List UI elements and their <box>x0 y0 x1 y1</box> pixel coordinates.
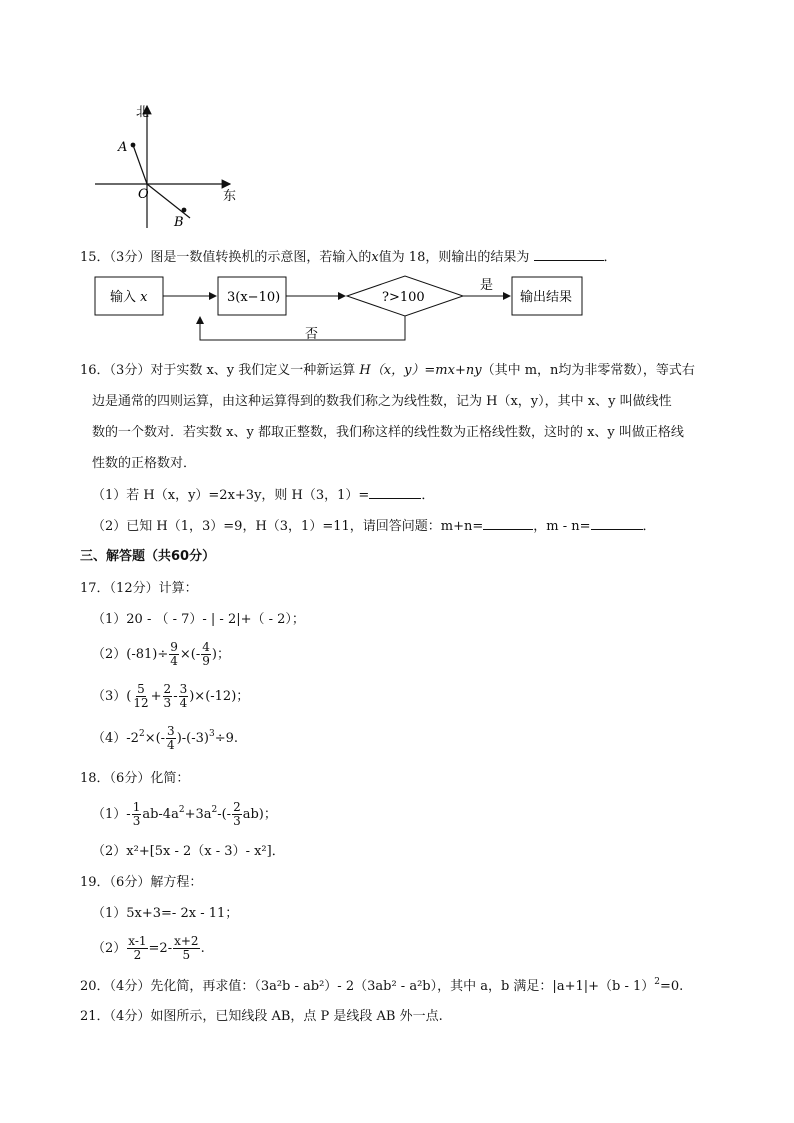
q16-blank-2 <box>483 517 533 530</box>
ray-ob <box>147 184 190 218</box>
label-o: O <box>138 187 149 202</box>
compass-diagram <box>90 100 250 230</box>
q17-sub4: $(4)-2^2\times(-$ $\frac{3}{4}$ )$-(-3)^3\div 9$. <box>92 724 238 752</box>
q16-blank-1 <box>369 486 421 499</box>
section3-heading: 三、解答题（共60分） <box>80 549 216 564</box>
q18-sub1: （1）- $\frac{1}{3}$ $ab-4a^2+3a^2-(-$ $\frac{2}{3}$ ab)； <box>92 800 277 828</box>
q20-text: 20．（4分）先化简，再求值：（3a²b - ab²）- 2（3ab² - a²b），其中 a，b 满足：|a+1|+（b - 1）$^2$=0. <box>80 977 684 994</box>
q16-line2: 边是通常的四则运算，由这种运算得到的数我们称之为线性数，记为 H（x，y），其中 x、y 叫做线性 <box>92 394 672 409</box>
label-north: 北 <box>136 105 150 120</box>
flow-diagram <box>90 270 590 350</box>
point-a <box>131 143 136 148</box>
q16-line4: 性数的正格数对． <box>92 456 197 471</box>
yes-label: 是 <box>480 278 494 293</box>
q16-sub2: （2）已知 H（1，3）=9，H（3，1）=11，请回答问题：m+n= ，m - n= ． <box>92 519 656 534</box>
condition-label: ?>100 <box>382 290 425 305</box>
q15-text: 15．（3分）图是一数值转换机的示意图，若输入的x值为 18，则输出的结果为 ． <box>80 250 617 265</box>
q19-sub2: （2） $\frac{x-1}{2}$ =2- $\frac{x+2}{5}$ . <box>92 934 205 962</box>
q17-sub2: （2）(-81)÷ $\frac{9}{4}$ ×(- $\frac{4}{9}$ )； <box>92 640 230 668</box>
q15-answer-blank <box>534 248 604 261</box>
no-label: 否 <box>305 327 319 342</box>
compute-label: 3(x−10) <box>227 290 281 305</box>
point-b <box>182 208 187 213</box>
q16-line1: 16．（3分）对于实数 x、y 我们定义一种新运算 H（x，y）=mx+ny（其中 m，n均为非零常数），等式右 <box>80 363 695 378</box>
input-label: 输入 x <box>110 290 148 305</box>
label-a: A <box>118 140 128 155</box>
q19-head: 19．（6分）解方程： <box>80 875 203 890</box>
q18-head: 18．（6分）化简： <box>80 771 190 786</box>
q19-sub1: （1）5x+3=- 2x - 11； <box>92 906 239 921</box>
q16-sub1: （1）若 H（x，y）=2x+3y，则 H（3，1）= ． <box>92 488 435 503</box>
ray-oa <box>133 145 147 184</box>
q17-sub3: （3）( $\frac{5}{12}$ + $\frac{2}{3}$ - $\frac{3}{4}$ )×(-12)； <box>92 682 250 710</box>
output-label: 输出结果 <box>520 290 573 305</box>
q18-sub2: （2）x²+[5x - 2（x - 3）- x²]． <box>92 844 285 859</box>
q17-sub1: （1）20 - （ - 7）- | - 2|+（ - 2）； <box>92 612 305 627</box>
no-loop <box>200 316 405 340</box>
label-b: B <box>174 215 184 230</box>
q16-line3: 数的一个数对．若实数 x、y 都取正整数，我们称这样的线性数为正格线性数，这时的 x、y 叫做正格线 <box>92 425 684 440</box>
q16-blank-3 <box>591 517 643 530</box>
q17-head: 17．（12分）计算： <box>80 581 198 596</box>
q21-text: 21．（4分）如图所示，已知线段 AB，点 P 是线段 AB 外一点. <box>80 1009 443 1024</box>
label-east: 东 <box>223 189 237 204</box>
